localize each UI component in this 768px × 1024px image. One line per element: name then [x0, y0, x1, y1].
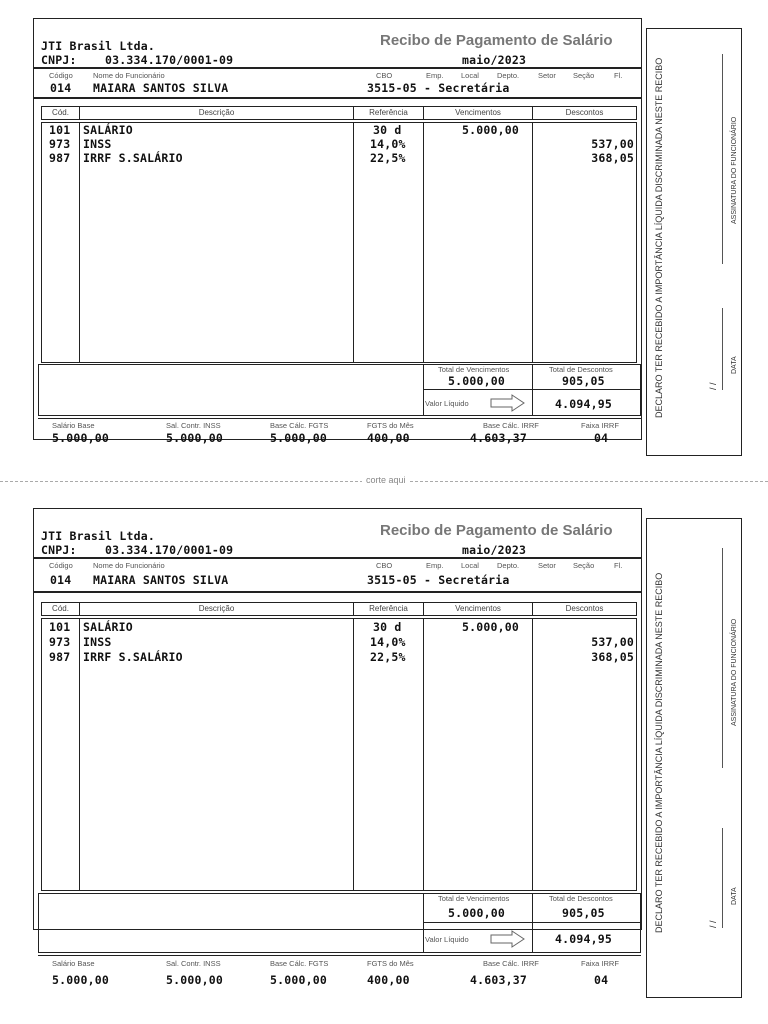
row-desc: INSS	[83, 137, 112, 151]
totals-separator	[532, 364, 533, 416]
footer-label: FGTS do Mês	[367, 421, 414, 430]
date-slashes: / /	[708, 920, 718, 928]
row-cod: 101	[49, 123, 71, 137]
footer-value: 5.000,00	[52, 973, 109, 987]
total-desc-value: 905,05	[562, 374, 605, 388]
footer-label: Salário Base	[52, 959, 95, 968]
footer-value: 4.603,37	[470, 431, 527, 445]
date-line	[722, 828, 723, 928]
receipt-top	[0, 18, 768, 458]
receipt-title: Recibo de Pagamento de Salário	[380, 32, 613, 49]
row-venc: 5.000,00	[462, 620, 519, 634]
total-venc-label: Total de Vencimentos	[438, 894, 510, 903]
col-separator	[79, 122, 80, 363]
footer-label: Base Cálc. IRRF	[483, 421, 539, 430]
col-separator	[532, 618, 533, 891]
period: maio/2023	[462, 53, 527, 67]
employee-name: MAIARA SANTOS SILVA	[93, 573, 229, 587]
liquido-label: Valor Líquido	[425, 935, 469, 944]
col-header-referencia: Referência	[353, 106, 424, 120]
row-descont: 537,00	[591, 635, 634, 649]
label-fl: Fl.	[614, 71, 623, 80]
date-slashes: / /	[708, 382, 718, 390]
row-cod: 973	[49, 635, 71, 649]
label-depto: Depto.	[497, 71, 520, 80]
totals-separator	[532, 893, 533, 953]
col-separator	[79, 618, 80, 891]
footer-value: 5.000,00	[52, 431, 109, 445]
footer-label: Faixa IRRF	[581, 421, 619, 430]
footer-label: Base Cálc. FGTS	[270, 421, 329, 430]
date-label: DATA	[731, 887, 738, 905]
col-separator	[423, 122, 424, 363]
employee-code: 014	[50, 573, 72, 587]
footer-value: 04	[594, 973, 609, 987]
total-desc-value: 905,05	[562, 906, 605, 920]
total-desc-label: Total de Descontos	[549, 894, 613, 903]
col-header-cod: Cód.	[41, 106, 80, 120]
total-venc-value: 5.000,00	[448, 906, 505, 920]
label-depto: Depto.	[497, 561, 520, 570]
row-descont: 537,00	[591, 137, 634, 151]
col-separator	[532, 122, 533, 363]
footer-divider	[38, 955, 641, 956]
totals-separator	[423, 364, 424, 416]
cnpj-label: CNPJ:	[41, 53, 77, 67]
arrow-right-icon	[490, 394, 526, 412]
label-setor: Setor	[538, 561, 556, 570]
label-fl: Fl.	[614, 561, 623, 570]
footer-label: Faixa IRRF	[581, 959, 619, 968]
period: maio/2023	[462, 543, 527, 557]
employee-name: MAIARA SANTOS SILVA	[93, 81, 229, 95]
footer-value: 5.000,00	[270, 973, 327, 987]
cnpj-value: 03.334.170/0001-09	[105, 53, 234, 67]
divider	[34, 67, 641, 69]
footer-value: 5.000,00	[166, 973, 223, 987]
footer-divider	[38, 418, 641, 419]
liquido-value: 4.094,95	[555, 397, 612, 411]
employee-cbo: 3515-05 - Secretária	[367, 573, 510, 587]
footer-value: 5.000,00	[270, 431, 327, 445]
col-separator	[353, 122, 354, 363]
footer-label: Sal. Contr. INSS	[166, 421, 221, 430]
col-header-descricao: Descrição	[79, 602, 354, 616]
receipt-title: Recibo de Pagamento de Salário	[380, 522, 613, 539]
row-cod: 987	[49, 151, 71, 165]
row-cod: 973	[49, 137, 71, 151]
col-header-referencia: Referência	[353, 602, 424, 616]
footer-label: Sal. Contr. INSS	[166, 959, 221, 968]
footer-value: 400,00	[367, 973, 410, 987]
footer-value: 4.603,37	[470, 973, 527, 987]
label-nome: Nome do Funcionário	[93, 561, 165, 570]
declaration-text: DECLARO TER RECEBIDO A IMPORTÂNCIA LÍQUIDA DISCRIMINADA NESTE RECIBO	[654, 57, 664, 418]
row-ref: 14,0%	[370, 635, 406, 649]
col-separator	[353, 618, 354, 891]
total-venc-value: 5.000,00	[448, 374, 505, 388]
row-descont: 368,05	[591, 650, 634, 664]
employee-code: 014	[50, 81, 72, 95]
company-name: JTI Brasil Ltda.	[41, 529, 155, 543]
date-label: DATA	[731, 356, 738, 374]
totals-separator	[423, 893, 424, 953]
row-desc: IRRF S.SALÁRIO	[83, 151, 183, 165]
signature-line	[722, 54, 723, 264]
label-secao: Seção	[573, 71, 595, 80]
signature-line	[722, 548, 723, 768]
cnpj-label: CNPJ:	[41, 543, 77, 557]
divider	[34, 557, 641, 559]
label-cbo: CBO	[376, 561, 393, 570]
col-separator	[423, 618, 424, 891]
footer-value: 400,00	[367, 431, 410, 445]
cnpj-value: 03.334.170/0001-09	[105, 543, 234, 557]
signature-label: ASSINATURA DO FUNCIONÁRIO	[731, 116, 738, 224]
footer-label: Salário Base	[52, 421, 95, 430]
row-desc: IRRF S.SALÁRIO	[83, 650, 183, 664]
footer-label: Base Cálc. IRRF	[483, 959, 539, 968]
row-ref: 30 d	[373, 123, 402, 137]
total-venc-label: Total de Vencimentos	[438, 365, 510, 374]
col-header-cod: Cód.	[41, 602, 80, 616]
row-descont: 368,05	[591, 151, 634, 165]
footer-value: 04	[594, 431, 609, 445]
totals-divider	[423, 922, 641, 923]
row-desc: SALÁRIO	[83, 620, 133, 634]
row-desc: SALÁRIO	[83, 123, 133, 137]
footer-label: Base Cálc. FGTS	[270, 959, 329, 968]
row-venc: 5.000,00	[462, 123, 519, 137]
row-desc: INSS	[83, 635, 112, 649]
row-ref: 30 d	[373, 620, 402, 634]
row-ref: 22,5%	[370, 650, 406, 664]
cut-label: corte aqui	[362, 475, 410, 485]
label-codigo: Código	[49, 71, 73, 80]
col-header-vencimentos: Vencimentos	[423, 106, 533, 120]
date-line	[722, 308, 723, 390]
divider	[34, 97, 641, 99]
label-local: Local	[461, 71, 479, 80]
label-cbo: CBO	[376, 71, 393, 80]
divider	[34, 591, 641, 593]
label-secao: Seção	[573, 561, 595, 570]
col-header-descricao: Descrição	[79, 106, 354, 120]
liquido-label: Valor Líquido	[425, 399, 469, 408]
col-header-vencimentos: Vencimentos	[423, 602, 533, 616]
footer-label: FGTS do Mês	[367, 959, 414, 968]
totals-divider	[423, 389, 641, 390]
company-name: JTI Brasil Ltda.	[41, 39, 155, 53]
label-emp: Emp.	[426, 561, 444, 570]
label-setor: Setor	[538, 71, 556, 80]
label-local: Local	[461, 561, 479, 570]
row-ref: 22,5%	[370, 151, 406, 165]
arrow-right-icon	[490, 930, 526, 948]
receipt-bottom	[0, 508, 768, 987]
row-cod: 101	[49, 620, 71, 634]
employee-cbo: 3515-05 - Secretária	[367, 81, 510, 95]
declaration-text: DECLARO TER RECEBIDO A IMPORTÂNCIA LÍQUIDA DISCRIMINADA NESTE RECIBO	[654, 572, 664, 933]
signature-label: ASSINATURA DO FUNCIONÁRIO	[731, 618, 738, 726]
footer-value: 5.000,00	[166, 431, 223, 445]
label-nome: Nome do Funcionário	[93, 71, 165, 80]
label-codigo: Código	[49, 561, 73, 570]
row-cod: 987	[49, 650, 71, 664]
total-desc-label: Total de Descontos	[549, 365, 613, 374]
row-ref: 14,0%	[370, 137, 406, 151]
liquido-value: 4.094,95	[555, 932, 612, 946]
col-header-descontos: Descontos	[532, 106, 637, 120]
label-emp: Emp.	[426, 71, 444, 80]
col-header-descontos: Descontos	[532, 602, 637, 616]
